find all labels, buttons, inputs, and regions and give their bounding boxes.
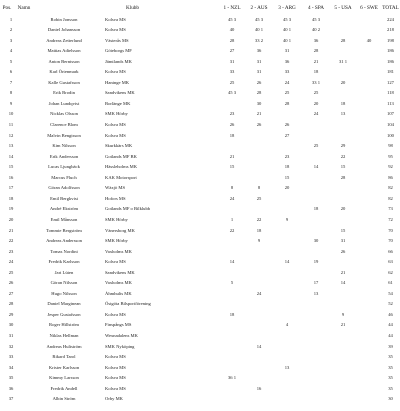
cell-round-6: 40 (366, 37, 372, 43)
cell-club: Kolsva MS (105, 375, 126, 381)
cell-round-2: 21 (256, 111, 262, 117)
cell-round-5: 21 (340, 322, 346, 328)
cell-club: Hofors MS (105, 195, 126, 201)
cell-total: 70 (388, 238, 393, 244)
cell-total: 35 (388, 354, 393, 360)
cell-round-2: 31 (256, 69, 262, 75)
cell-total: 30 (388, 396, 393, 402)
cell-club: Kolsva MS (105, 259, 126, 265)
table-row (0, 289, 400, 299)
cell-round-2: 24 (256, 290, 262, 296)
cell-round-3: 13 (284, 364, 290, 370)
cell-total: 224 (387, 16, 394, 22)
cell-name: Kalle Gustafsson (48, 79, 80, 85)
cell-name: Fredrik Karlsson (48, 259, 80, 265)
table-row (0, 204, 400, 214)
cell-round-2: 8 (257, 185, 261, 191)
cell-club: Kolsva MS (105, 16, 126, 22)
table-row (0, 67, 400, 77)
cell-round-4: 45 3 (311, 16, 321, 22)
table-row (0, 342, 400, 352)
table-row (0, 109, 400, 119)
cell-name: Göran Adolfsson (48, 185, 80, 191)
cell-round-1: 27 (229, 48, 235, 54)
cell-round-2: 45 3 (254, 16, 264, 22)
header-round-2: 2 - AUS (250, 5, 268, 11)
table-row (0, 310, 400, 320)
cell-club: Sandvikens MK (105, 90, 135, 96)
cell-round-5: 28 (340, 37, 346, 43)
cell-pos: 28 (8, 301, 14, 307)
cell-total: 92 (388, 164, 393, 170)
cell-round-1: 5 (230, 280, 234, 286)
cell-total: 95 (388, 153, 393, 159)
cell-club: Kolsva MS (105, 122, 126, 127)
cell-round-4: 24 (313, 111, 319, 117)
cell-round-2: 14 (256, 343, 262, 349)
cell-total: 63 (388, 259, 393, 265)
cell-round-4: 19 (313, 259, 319, 265)
cell-total: 113 (387, 100, 394, 106)
table-row (0, 88, 400, 98)
cell-round-5: 14 (340, 280, 346, 286)
cell-total: 107 (387, 111, 394, 117)
table-row (0, 320, 400, 330)
cell-total: 181 (387, 69, 394, 75)
cell-name: Kim Nilsson (52, 143, 76, 149)
cell-pos: 37 (8, 396, 14, 402)
cell-round-1: 45 3 (227, 16, 237, 22)
cell-name: André Ekström (49, 206, 79, 212)
cell-round-5: 31 1 (338, 58, 348, 64)
table-row (0, 120, 400, 130)
cell-round-5: 9 (341, 311, 345, 317)
table-row (0, 141, 400, 151)
cell-pos: 31 (8, 333, 14, 338)
cell-round-5: 20 (340, 206, 346, 212)
cell-pos: 20 (8, 216, 14, 222)
cell-club: Orby MK (105, 396, 123, 402)
header-round-6: 6 - SWE (360, 5, 378, 11)
cell-name: Rikard Tarol (52, 354, 76, 360)
cell-name: Daniel Johansson (47, 27, 81, 33)
cell-round-1: 18 (229, 132, 235, 138)
cell-round-2: 26 (256, 79, 262, 85)
cell-name: Andreas Zetterlund (46, 37, 82, 43)
cell-round-4: 21 (313, 58, 319, 64)
table-row (0, 278, 400, 288)
cell-club: Kolsva MS (105, 69, 126, 75)
cell-round-1: 18 (229, 311, 235, 317)
cell-round-3: 23 (284, 153, 290, 159)
cell-total: 61 (388, 280, 393, 286)
cell-name: Fredrik Andell (50, 385, 78, 391)
table-row (0, 57, 400, 67)
cell-name: Erik Brodin (53, 90, 75, 96)
cell-pos: 27 (8, 290, 14, 296)
cell-round-4: 25 (313, 90, 319, 96)
cell-pos: 33 (8, 354, 14, 360)
cell-round-2: 26 (256, 122, 262, 127)
cell-round-1: 23 (229, 111, 235, 117)
cell-round-1: 33 (229, 69, 235, 75)
cell-round-5: 26 (340, 248, 346, 254)
cell-club: Åhmhults MK (105, 290, 132, 296)
cell-total: 35 (388, 385, 393, 391)
cell-total: 62 (388, 269, 393, 275)
cell-round-5: 29 (340, 143, 346, 149)
cell-round-1: 26 (229, 122, 235, 127)
cell-club: Vänersborg MK (105, 227, 135, 233)
cell-club: SMK Hörby (105, 238, 128, 244)
cell-pos: 11 (8, 122, 14, 127)
cell-pos: 3 (9, 37, 13, 43)
cell-total: 127 (387, 79, 394, 85)
cell-round-2: 28 (256, 90, 262, 96)
table-row (0, 247, 400, 257)
cell-round-3: 40 1 (282, 37, 292, 43)
table-row (0, 46, 400, 56)
cell-club: Vaxholms MK (105, 248, 132, 254)
cell-round-1: 45 3 (227, 90, 237, 96)
table-row (0, 268, 400, 278)
cell-round-1: 1 (230, 216, 234, 222)
cell-round-4: 28 (313, 48, 319, 54)
cell-pos: 32 (8, 343, 14, 349)
cell-club: Göteborgs MF (105, 48, 132, 54)
cell-round-3: 25 (284, 90, 290, 96)
cell-pos: 6 (9, 69, 13, 75)
cell-club: KAK Motorsport (105, 174, 137, 180)
cell-pos: 16 (8, 174, 14, 180)
header-club: Klubb (126, 5, 139, 11)
cell-round-3: 14 (284, 259, 290, 265)
table-row (0, 36, 400, 46)
table-row (0, 373, 400, 383)
cell-round-4: 14 (313, 164, 319, 170)
cell-name: Albin Ström (52, 396, 76, 402)
cell-round-1: 22 (229, 227, 235, 233)
cell-round-2: 33 2 (254, 37, 264, 43)
cell-round-3: 15 (284, 174, 290, 180)
cell-total: 44 (388, 333, 393, 338)
table-row (0, 15, 400, 25)
cell-round-3: 20 (284, 185, 290, 191)
cell-name: Clarence Blom (50, 122, 78, 127)
cell-name: Malvin Bengtsson (47, 132, 81, 138)
cell-round-1: 8 (230, 185, 234, 191)
cell-round-1: 25 (229, 79, 235, 85)
cell-round-3: 9 (285, 216, 289, 222)
cell-round-5: 15 (340, 164, 346, 170)
cell-total: 82 (388, 185, 393, 191)
cell-round-2: 16 (256, 385, 262, 391)
cell-round-4: 13 (313, 290, 319, 296)
cell-pos: 34 (8, 364, 14, 370)
table-row (0, 131, 400, 141)
cell-total: 73 (388, 206, 393, 212)
cell-round-4: 18 (313, 206, 319, 212)
cell-club: Wäxjö MS (105, 185, 126, 191)
cell-name: Kimmy Larsson (49, 375, 79, 381)
cell-total: 72 (388, 216, 393, 222)
cell-pos: 7 (9, 79, 13, 85)
cell-round-3: 40 1 (282, 27, 292, 33)
cell-round-3: 18 (284, 164, 290, 170)
cell-name: Andreas Andersson (46, 238, 82, 244)
cell-round-4: 30 (313, 238, 319, 244)
cell-round-2: 31 (256, 58, 262, 64)
cell-round-3: 33 (284, 69, 290, 75)
cell-club: Kolsva MS (105, 311, 126, 317)
cell-round-2: 36 (256, 48, 262, 54)
cell-round-3: 45 3 (282, 16, 292, 22)
cell-pos: 30 (8, 322, 14, 328)
cell-total: 100 (387, 132, 394, 138)
cell-club: Wexnadalens MK (105, 333, 138, 338)
table-row (0, 78, 400, 88)
cell-total: 66 (388, 248, 393, 254)
cell-total: 86 (388, 174, 393, 180)
cell-total: 118 (387, 90, 394, 96)
cell-round-5: 21 (340, 269, 346, 275)
cell-pos: 36 (8, 385, 14, 391)
cell-name: Tomas Nordini (50, 248, 78, 254)
cell-round-5: 31 (340, 238, 346, 244)
cell-name: Jari Lüten (54, 269, 74, 275)
cell-round-3: 4 (285, 322, 289, 328)
cell-round-5: 18 (340, 100, 346, 106)
cell-round-1: 31 (229, 58, 235, 64)
cell-pos: 2 (9, 27, 13, 33)
header-round-3: 3 - ARG (278, 5, 296, 11)
table-row (0, 215, 400, 225)
cell-pos: 24 (8, 259, 14, 265)
table-row (0, 331, 400, 341)
table-row (0, 152, 400, 162)
cell-round-4: 25 (313, 143, 319, 149)
table-row (0, 194, 400, 204)
cell-pos: 35 (8, 375, 14, 381)
table-row (0, 363, 400, 373)
cell-round-1: 21 (229, 153, 235, 159)
cell-round-4: 20 (313, 100, 319, 106)
table-row (0, 236, 400, 246)
cell-total: 39 (388, 343, 393, 349)
cell-club: Kolsva MS (105, 27, 126, 33)
cell-name: Mattias Adielsson (47, 48, 81, 54)
cell-total: 218 (387, 27, 394, 33)
cell-club: Kolsva MS (105, 385, 126, 391)
cell-club: Haninge MK (105, 79, 130, 85)
cell-club: SMK Hörby (105, 216, 128, 222)
cell-pos: 14 (8, 153, 14, 159)
cell-round-5: 13 (340, 111, 346, 117)
cell-round-5: 22 (340, 153, 346, 159)
cell-name: Nicklas Olsson (50, 111, 78, 117)
cell-round-2: 30 (256, 100, 262, 106)
cell-name: Karl Örtenmark (49, 69, 79, 75)
cell-round-2: 9 (257, 238, 261, 244)
cell-club: Skurkkärs MK (105, 143, 133, 149)
table-row (0, 183, 400, 193)
cell-name: Krister Karlsson (48, 364, 80, 370)
cell-total: 186 (387, 58, 394, 64)
header-name: Namn (17, 5, 31, 11)
cell-pos: 4 (9, 48, 13, 54)
cell-name: Tommie Bergström (46, 227, 82, 233)
cell-total: 186 (387, 48, 394, 54)
cell-club: Kolsva MS (105, 364, 126, 370)
cell-club: Hässleholms MK (105, 164, 138, 170)
cell-round-4: 40 2 (311, 27, 321, 33)
cell-pos: 9 (9, 100, 13, 106)
cell-round-2: 25 (256, 195, 262, 201)
cell-name: Erik Andersson (49, 153, 79, 159)
cell-name: Lucas Ljungbäck (48, 164, 80, 170)
cell-total: 82 (388, 195, 393, 201)
cell-pos: 19 (8, 206, 14, 212)
cell-round-3: 27 (284, 132, 290, 138)
cell-pos: 13 (8, 143, 14, 149)
cell-round-1: 14 (229, 259, 235, 265)
cell-total: 198 (387, 37, 394, 43)
cell-round-3: 26 (284, 122, 290, 127)
cell-round-2: 22 (256, 216, 262, 222)
cell-round-3: 24 (284, 79, 290, 85)
cell-club: SMK Nyköping (105, 343, 135, 349)
header-round-4: 4 - SPA (308, 5, 324, 11)
cell-club: Borlänge MK (105, 100, 131, 106)
cell-round-1: 28 (229, 37, 235, 43)
cell-round-1: 40 (229, 27, 235, 33)
table-row (0, 226, 400, 236)
cell-pos: 23 (8, 248, 14, 254)
cell-round-2: 40 1 (254, 27, 264, 33)
cell-pos: 29 (8, 311, 14, 317)
cell-total: 35 (388, 364, 393, 370)
cell-round-3: 36 (284, 58, 290, 64)
cell-round-4: 17 (313, 280, 319, 286)
cell-name: Roger Hillström (49, 322, 79, 328)
cell-pos: 26 (8, 280, 14, 286)
cell-total: 54 (388, 290, 393, 296)
cell-pos: 25 (8, 269, 14, 275)
cell-pos: 15 (8, 164, 14, 170)
cell-name: Niklas Hellman (49, 333, 79, 338)
cell-name: Daniel Marginean (47, 301, 81, 307)
cell-name: Marcus Fluch (51, 174, 77, 180)
cell-round-5: 15 (340, 227, 346, 233)
cell-club: Sandvikens MK (105, 269, 135, 275)
cell-club: Jämtlands MK (105, 58, 132, 64)
cell-pos: 1 (9, 16, 13, 22)
cell-total: 44 (388, 322, 393, 328)
cell-pos: 21 (8, 227, 14, 233)
cell-pos: 22 (8, 238, 14, 244)
cell-pos: 10 (8, 111, 14, 117)
table-row (0, 352, 400, 362)
table-row (0, 384, 400, 394)
cell-name: Hugo Nilsson (51, 290, 77, 296)
cell-club: Finspångs MS (105, 322, 132, 328)
cell-pos: 17 (8, 185, 14, 191)
cell-total: 52 (388, 301, 393, 307)
cell-club: Gotlands MF o Bilklubb (105, 206, 151, 212)
cell-round-1: 36 1 (227, 375, 237, 381)
table-row (0, 173, 400, 183)
table-row (0, 99, 400, 109)
cell-total: 98 (388, 143, 393, 149)
cell-round-4: 18 (313, 69, 319, 75)
cell-pos: 12 (8, 132, 14, 138)
cell-pos: 5 (9, 58, 13, 64)
cell-pos: 18 (8, 195, 14, 201)
cell-club: Gotlands MF BK (105, 153, 137, 159)
header-round-5: 5 - USA (334, 5, 352, 11)
cell-name: Jesper Gustafsson (47, 311, 81, 317)
cell-name: Anton Berntsson (48, 58, 80, 64)
cell-round-4: 33 1 (311, 79, 321, 85)
cell-round-1: 24 (229, 195, 235, 201)
table-row (0, 257, 400, 267)
cell-club: Kolsva MS (105, 132, 126, 138)
cell-total: 35 (388, 375, 393, 381)
header-total: TOTAL (382, 5, 399, 11)
cell-round-1: 15 (229, 164, 235, 170)
cell-name: Göran Nilsson (50, 280, 78, 286)
cell-round-4: 36 (313, 37, 319, 43)
cell-round-5: 20 (340, 79, 346, 85)
cell-name: Emil Bergkvist (50, 195, 78, 201)
cell-club: Östgöta Bilsportförening (105, 301, 151, 307)
table-row (0, 25, 400, 35)
cell-total: 46 (388, 311, 393, 317)
cell-pos: 8 (9, 90, 13, 96)
header-pos: Pos. (2, 5, 12, 11)
cell-club: Västerås MS (105, 37, 129, 43)
cell-name: Johan Lundqvist (48, 100, 80, 106)
cell-round-3: 28 (284, 100, 290, 106)
cell-club: Kolsva MS (105, 354, 126, 360)
cell-name: Andreas Hultström (46, 343, 82, 349)
cell-round-3: 31 (284, 48, 290, 54)
header-round-1: 1 - NZL (223, 5, 241, 11)
cell-club: SMK Hörby (105, 111, 128, 117)
cell-round-2: 18 (256, 227, 262, 233)
table-row (0, 162, 400, 172)
table-row (0, 299, 400, 309)
cell-name: Robin Jonsson (50, 16, 78, 22)
header-row (0, 3, 400, 13)
cell-round-5: 28 (340, 174, 346, 180)
cell-total: 70 (388, 227, 393, 233)
cell-total: 104 (387, 122, 394, 127)
table-row (0, 394, 400, 404)
cell-name: Emil Månsson (50, 216, 78, 222)
cell-club: Vaxholms MK (105, 280, 132, 286)
